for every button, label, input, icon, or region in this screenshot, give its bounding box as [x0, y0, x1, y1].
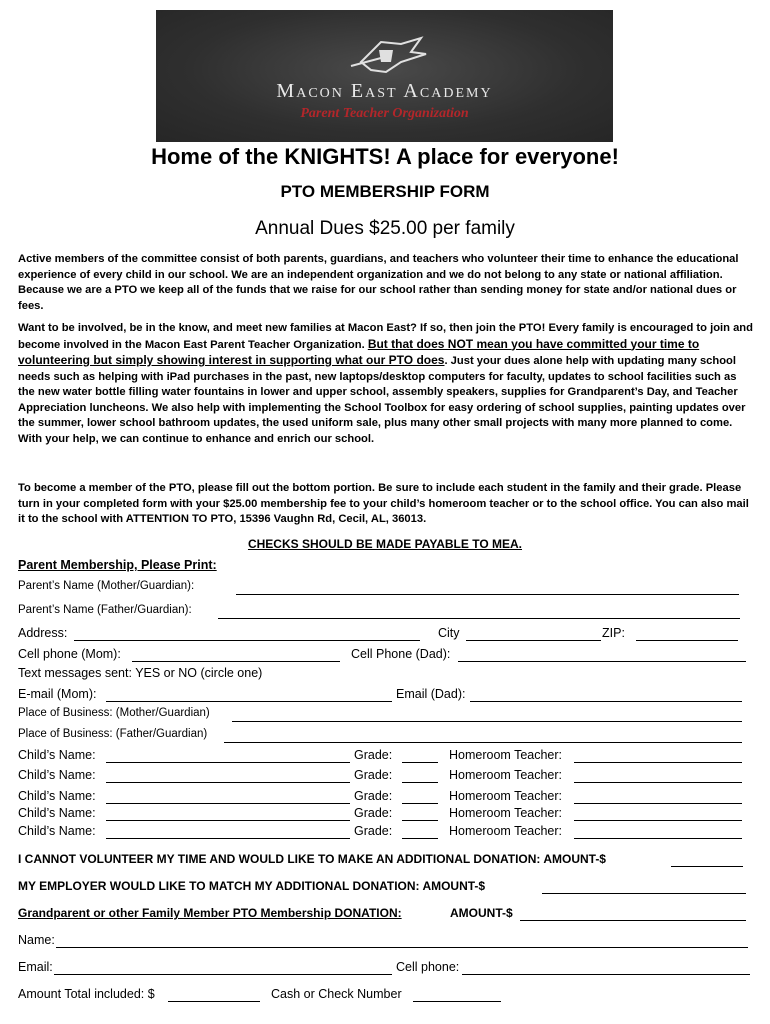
- text-messages-label: Text messages sent: YES or NO (circle one): [18, 666, 263, 680]
- child-name-label: Child’s Name:: [18, 824, 96, 838]
- grade-field[interactable]: [402, 820, 438, 821]
- grade-label: Grade:: [354, 789, 393, 803]
- homeroom-field[interactable]: [574, 820, 742, 821]
- employer-match-row: [18, 879, 750, 897]
- donor-name-field[interactable]: [56, 947, 748, 948]
- city-label: City: [438, 626, 460, 640]
- grandparent-donation-row: [18, 906, 750, 924]
- homeroom-field[interactable]: [574, 762, 742, 763]
- homeroom-field[interactable]: [574, 838, 742, 839]
- cell-dad-field[interactable]: [458, 661, 746, 662]
- zip-field[interactable]: [636, 640, 738, 641]
- child-name-field[interactable]: [106, 803, 350, 804]
- cell-mom-label: Cell phone (Mom):: [18, 647, 121, 661]
- zip-label: ZIP:: [602, 626, 625, 640]
- homeroom-field[interactable]: [574, 782, 742, 783]
- child-name-label: Child’s Name:: [18, 789, 96, 803]
- mother-name-row: [18, 580, 750, 598]
- donor-cell-label: Cell phone:: [396, 960, 460, 974]
- business-mother-row: [18, 707, 750, 725]
- mother-name-field[interactable]: [236, 594, 739, 595]
- mother-name-label: Parent’s Name (Mother/Guardian):: [18, 580, 195, 592]
- page-headline: Home of the KNIGHTS! A place for everyone!: [151, 144, 619, 169]
- address-row: [18, 626, 750, 644]
- cash-check-label: Cash or Check Number: [271, 987, 402, 1001]
- child-row: [18, 806, 750, 824]
- city-field[interactable]: [466, 640, 601, 641]
- donor-contact-row: [18, 960, 750, 978]
- amount-total-label: Amount Total included: $: [18, 987, 155, 1001]
- father-name-field[interactable]: [218, 618, 740, 619]
- checks-payable-note: CHECKS SHOULD BE MADE PAYABLE TO MEA.: [247, 537, 523, 551]
- homeroom-label: Homeroom Teacher:: [449, 789, 563, 803]
- employer-match-amount-field[interactable]: [542, 893, 746, 894]
- child-name-label: Child’s Name:: [18, 806, 96, 820]
- grade-field[interactable]: [402, 762, 438, 763]
- father-name-row: [18, 604, 750, 622]
- email-row: [18, 687, 750, 705]
- grade-label: Grade:: [354, 748, 393, 762]
- parent-membership-heading: Parent Membership, Please Print:: [18, 558, 217, 572]
- homeroom-label: Homeroom Teacher:: [449, 768, 563, 782]
- grade-field[interactable]: [402, 803, 438, 804]
- amount-total-row: [18, 987, 750, 1005]
- header-banner: [156, 10, 613, 142]
- form-title: PTO MEMBERSHIP FORM: [280, 182, 490, 201]
- homeroom-label: Homeroom Teacher:: [449, 806, 563, 820]
- email-dad-field[interactable]: [470, 701, 742, 702]
- involvement-text-a: Want to be involved, be in the know, and meet new families at Macon East? If so, then join the PTO! Every family is encouraged to join and become involved in the Macon East Parent Teacher Organization.: [18, 322, 753, 351]
- cell-phone-row: [18, 647, 750, 665]
- donor-cell-field[interactable]: [462, 974, 750, 975]
- business-father-field[interactable]: [224, 742, 742, 743]
- text-messages-row: [18, 666, 750, 684]
- child-name-field[interactable]: [106, 838, 350, 839]
- no-volunteer-donation-row: [18, 852, 750, 870]
- donor-name-label: Name:: [18, 933, 55, 947]
- homeroom-label: Homeroom Teacher:: [449, 748, 563, 762]
- annual-dues: Annual Dues $25.00 per family: [255, 218, 515, 239]
- involvement-text-b: . Just your dues alone help with updating many school needs such as helping with iPad purchases in the past, new laptops/desktop computers for faculty, updates to school facilities such as the new water bottle filling water fountains in lower and upper school, assembly speakers, supplies for Grandparent’s Day, and Teacher Appreciation luncheons. We also help with implementing the School Toolbox for easy ordering of school supplies, painting updates over the summer, lower school bathroom updates, the used uniform sale, plus many other small projects with many more planned to come. With your help, we can continue to enhance and enrich our school.: [18, 355, 746, 445]
- grandparent-donation-label: Grandparent or other Family Member PTO Membership DONATION:: [18, 906, 402, 920]
- business-mother-field[interactable]: [232, 721, 742, 722]
- child-row: [18, 768, 750, 786]
- grade-label: Grade:: [354, 824, 393, 838]
- homeroom-label: Homeroom Teacher:: [449, 824, 563, 838]
- involvement-emphasis: But that does NOT mean you have committed your time to volunteering but simply showing interest in supporting what our PTO does: [18, 336, 700, 367]
- school-name: Macon East Academy: [276, 80, 493, 102]
- child-name-label: Child’s Name:: [18, 768, 96, 782]
- grade-label: Grade:: [354, 806, 393, 820]
- no-volunteer-donation-label: I CANNOT VOLUNTEER MY TIME AND WOULD LIKE TO MAKE AN ADDITIONAL DONATION: AMOUNT-$: [18, 852, 606, 866]
- homeroom-field[interactable]: [574, 803, 742, 804]
- address-label: Address:: [18, 626, 68, 640]
- child-name-field[interactable]: [106, 762, 350, 763]
- organization-name: Parent Teacher Organization: [300, 106, 469, 121]
- grandparent-amount-field[interactable]: [520, 920, 746, 921]
- donor-name-row: [18, 933, 750, 951]
- employer-match-label: MY EMPLOYER WOULD LIKE TO MATCH MY ADDITIONAL DONATION: AMOUNT-$: [18, 879, 486, 893]
- grade-field[interactable]: [402, 782, 438, 783]
- cell-dad-label: Cell Phone (Dad):: [351, 647, 451, 661]
- amount-total-field[interactable]: [168, 1001, 260, 1002]
- donor-email-field[interactable]: [54, 974, 392, 975]
- child-name-field[interactable]: [106, 782, 350, 783]
- no-volunteer-amount-field[interactable]: [671, 866, 743, 867]
- email-mom-field[interactable]: [106, 701, 392, 702]
- email-dad-label: Email (Dad):: [396, 687, 466, 701]
- address-field[interactable]: [74, 640, 420, 641]
- child-name-field[interactable]: [106, 820, 350, 821]
- cell-mom-field[interactable]: [132, 661, 340, 662]
- father-name-label: Parent’s Name (Father/Guardian):: [18, 604, 192, 616]
- child-row: [18, 824, 750, 842]
- business-mother-label: Place of Business: (Mother/Guardian): [18, 707, 210, 719]
- membership-instructions: To become a member of the PTO, please fill out the bottom portion. Be sure to include each student in the family and their grade. Please turn in your completed form with your $25.00 membership fee to your child’s homeroom teacher or to the school office. You can also mail it to the school with ATTENTION TO PTO, 15396 Vaughn Rd, Cecil, AL, 36013.: [18, 482, 749, 525]
- child-row: [18, 748, 750, 766]
- child-row: [18, 789, 750, 807]
- involvement-paragraph: [18, 321, 754, 447]
- knight-helmet-icon: [341, 32, 441, 82]
- donor-email-label: Email:: [18, 960, 53, 974]
- business-father-row: [18, 728, 750, 746]
- email-mom-label: E-mail (Mom):: [18, 687, 97, 701]
- child-name-label: Child’s Name:: [18, 748, 96, 762]
- intro-paragraph: Active members of the committee consist of both parents, guardians, and teachers who volunteer their time to enhance the educational experience of every child in our school. We are an independent organization and we do not belong to any state or national affiliation. Because we are a PTO we keep all of the funds that we raise for our school rather than sending money for state and/or national dues or fees.: [18, 253, 739, 312]
- grade-label: Grade:: [354, 768, 393, 782]
- grade-field[interactable]: [402, 838, 438, 839]
- grandparent-amount-label: AMOUNT-$: [450, 906, 513, 920]
- business-father-label: Place of Business: (Father/Guardian): [18, 728, 208, 740]
- check-number-field[interactable]: [413, 1001, 501, 1002]
